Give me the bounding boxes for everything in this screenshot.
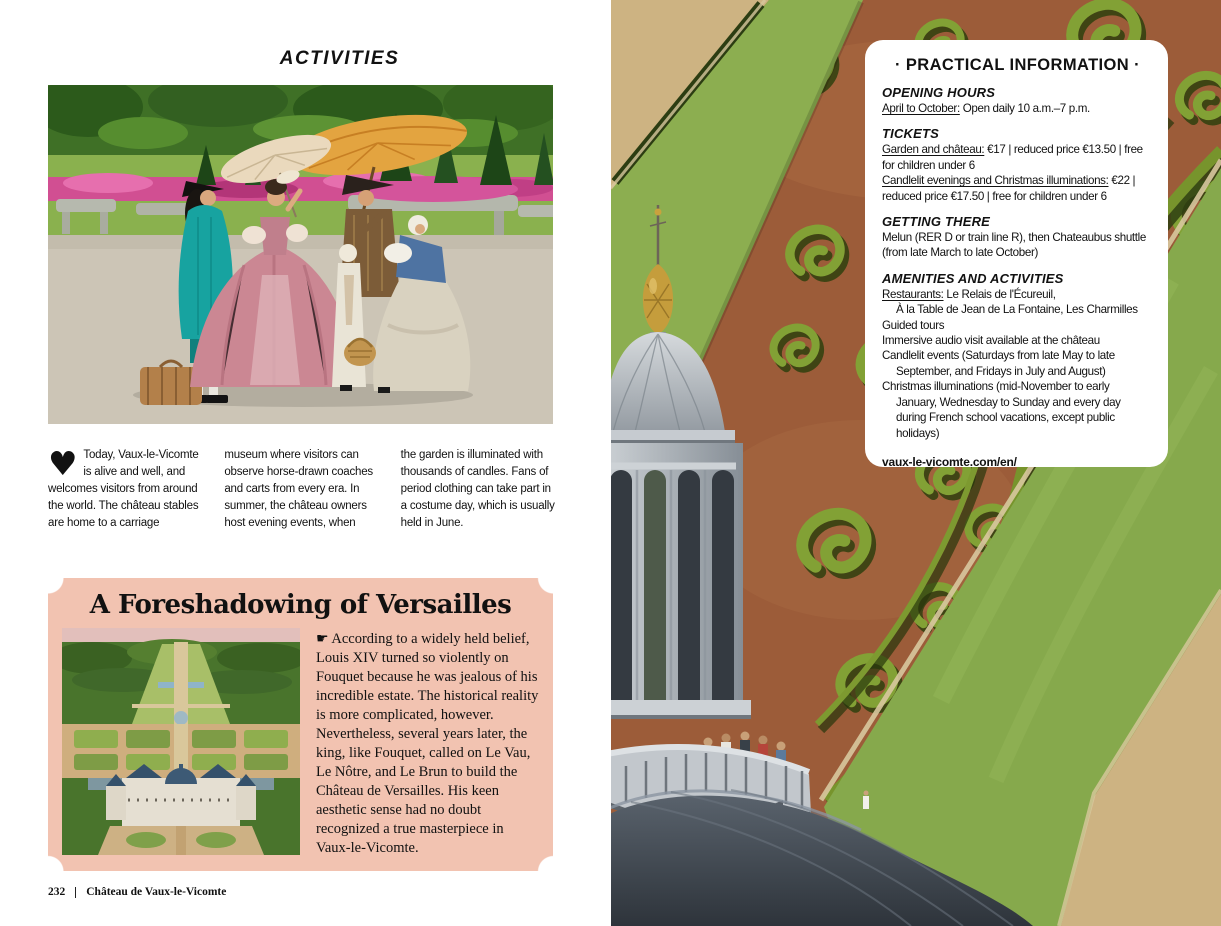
- versailles-callout-box: [48, 578, 553, 871]
- pointing-hand-icon: ☛: [316, 631, 329, 647]
- costumed-visitors-photo: [48, 85, 553, 424]
- right-book-page: [611, 0, 1221, 926]
- info-line: Immersive audio visit available at the château: [882, 334, 1100, 348]
- aerial-chateau-illustration: [62, 628, 300, 855]
- info-line: Candlelit evenings and Christmas illuminations: €22 | reduced price €17.50 | free for children under 6: [882, 174, 1136, 203]
- website-url: vaux-le-vicomte.com/en/: [882, 454, 1017, 469]
- underlined-label: Garden and château:: [882, 143, 985, 157]
- underlined-label: April to October:: [882, 102, 960, 115]
- callout-body-text: According to a widely held belief, Louis XIV turned so violently on Fouquet because he was jealous of his incredible estate. The historical reality is more complicated, however. Nevertheless, several years later, the king, like Fouquet, called on Le Vau, Le Nôtre, and Le Brun to build the Château de Versailles. His keen aesthetic sense had no doubt recognized a true masterpiece in Vaux-le-Vicomte.: [316, 631, 539, 856]
- footer-divider: [75, 887, 76, 898]
- intro-column: the garden is illuminated with thousands of candles. Fans of period clothing can take part in a costume day, which is usually held in June.: [400, 449, 555, 529]
- callout-title: A Foreshadowing of Versailles: [89, 590, 512, 620]
- section-heading: AMENITIES AND ACTIVITIES: [882, 270, 1064, 286]
- heart-icon: ♥: [48, 444, 78, 483]
- practical-information-title: · PRACTICAL INFORMATION ·: [895, 56, 1140, 74]
- info-line: April to October: Open daily 10 a.m.–7 p.m.: [882, 102, 1090, 115]
- info-line: Christmas illuminations (mid-November to early January, Wednesday to Sunday and every day during French school vacations, except public holidays): [882, 380, 1121, 440]
- aerial-chateau-photo: [62, 628, 300, 855]
- practical-information-card: [865, 40, 1168, 467]
- callout-body: [316, 630, 539, 858]
- info-line: Melun (RER D or train line R), then Chateaubus shuttle (from late March to late October): [882, 231, 1146, 260]
- section-heading: OPENING HOURS: [882, 85, 996, 100]
- info-card-sections: [882, 85, 1153, 441]
- underlined-label: Candlelit evenings and Christmas illuminations:: [882, 174, 1109, 188]
- info-line: Restaurants: Le Relais de l'Écureuil,: [882, 287, 1056, 301]
- page-footer: [48, 886, 226, 898]
- underlined-label: Restaurants:: [882, 287, 944, 301]
- info-line: À la Table de Jean de La Fontaine, Les Charmilles: [896, 303, 1138, 317]
- footer-section-title: Château de Vaux-le-Vicomte: [86, 886, 227, 898]
- section-heading: GETTING THERE: [882, 214, 991, 230]
- intro-column: museum where visitors can observe horse-drawn coaches and carts from every era. In summer, the château owners host evening events, when: [224, 449, 373, 529]
- info-line: Candlelit events (Saturdays from late May to late September, and Fridays in July and August): [882, 349, 1115, 378]
- costumed-visitors-illustration: [48, 85, 553, 424]
- intro-column: ♥ Today, Vaux-le-Vicomte is alive and well, and welcomes visitors from around the world. The château stables are home to a carriage: [48, 444, 199, 529]
- info-line: Garden and château: €17 | reduced price €13.50 | free for children under 6: [882, 143, 1143, 172]
- info-line: Guided tours: [882, 318, 945, 332]
- section-label: ACTIVITIES: [279, 48, 400, 69]
- section-heading: TICKETS: [882, 126, 940, 142]
- page-number: 232: [48, 886, 66, 898]
- intro-text-columns: [48, 444, 555, 532]
